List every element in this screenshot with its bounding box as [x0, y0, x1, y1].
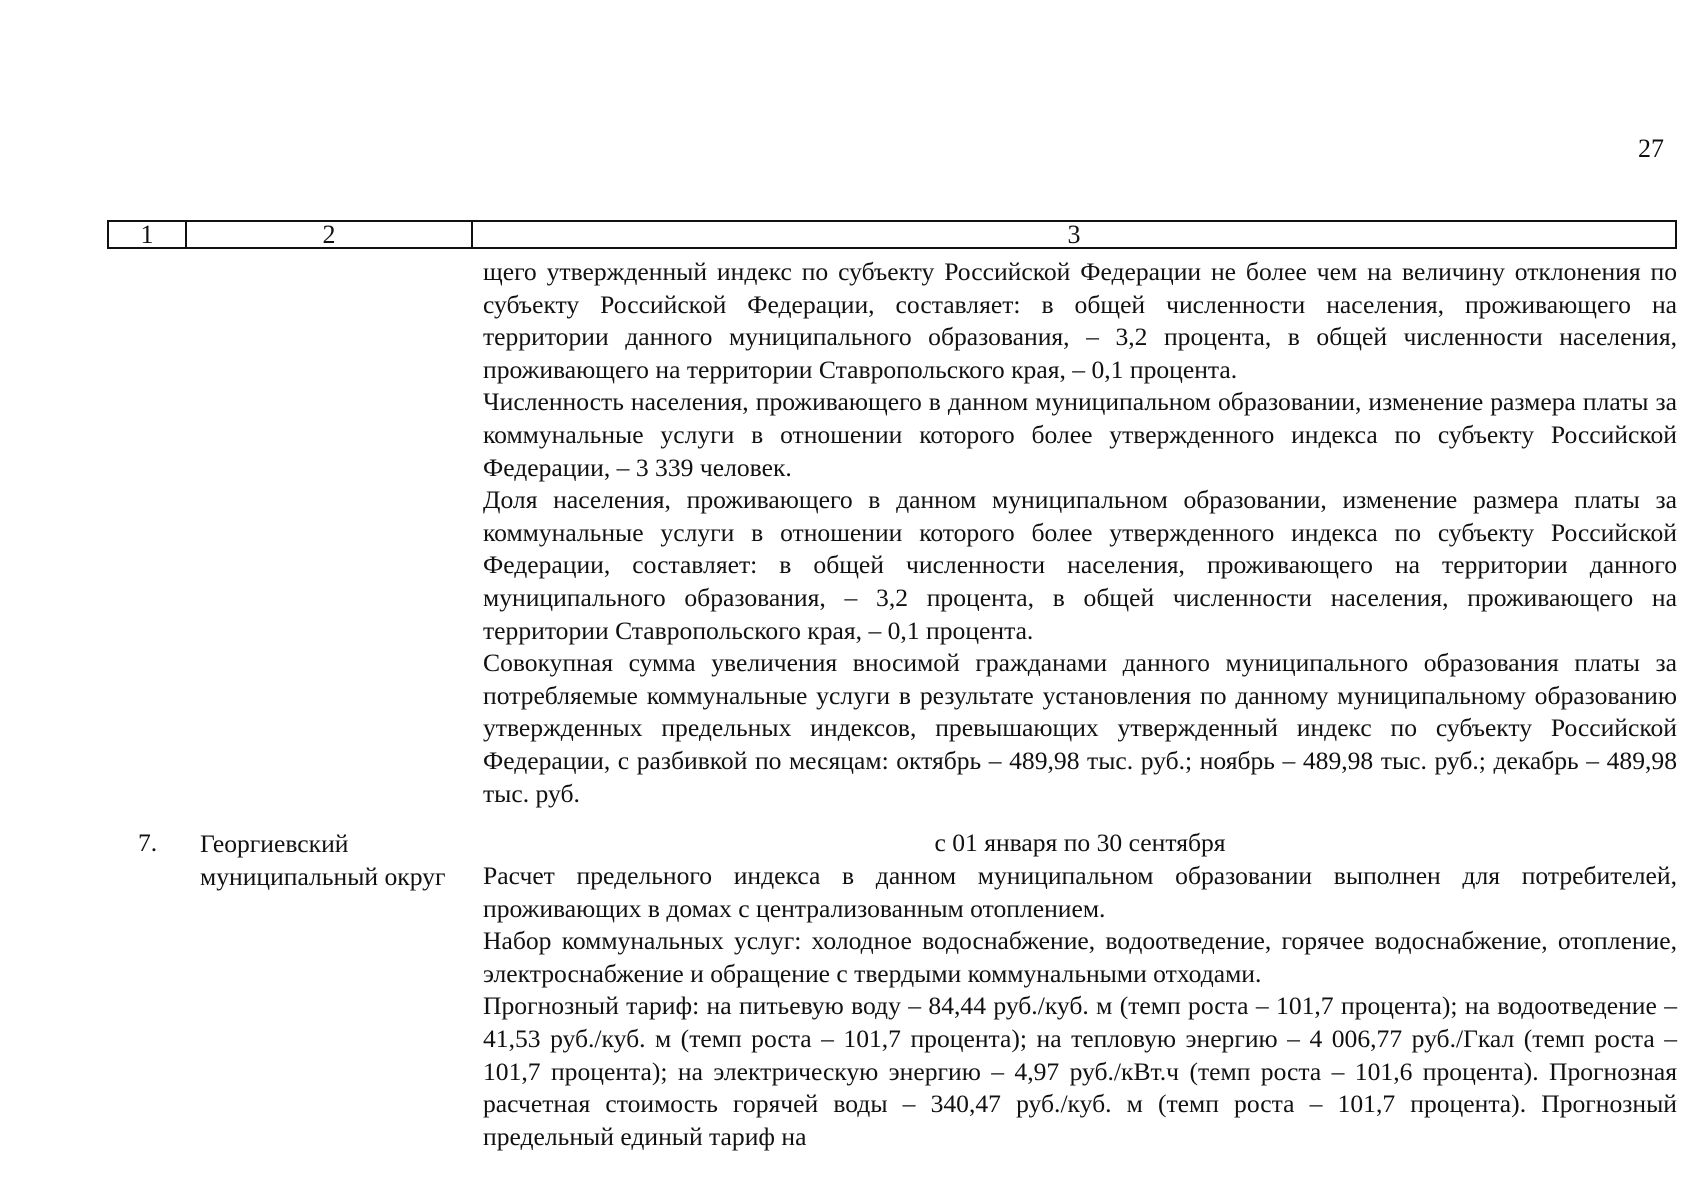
- row-number: 7.: [138, 828, 158, 857]
- header-cell-1: 1: [109, 222, 187, 247]
- paragraph: Расчет предельного индекса в данном муниципальном образовании выполнен для потребителей, проживающих в домах с централизованным отоплением.: [483, 861, 1677, 923]
- municipality-name: Георгиевский муниципальный округ: [200, 829, 446, 891]
- header-cell-2: 2: [187, 222, 473, 247]
- row7-text: [483, 860, 1677, 1153]
- paragraph: Доля населения, проживающего в данном муниципальном образовании, изменение размера платы за коммунальные услуги в отношении которого более утвержденного индекса по субъекту Российской Федерации, составляет: в общей численности населения, проживающего на территории данного муниципального образования, – 3,2 процента, в общей численности населения, проживающего на территории Ставропольского края, – 0,1 процента.: [483, 485, 1677, 645]
- paragraph: Прогнозный тариф: на питьевую воду – 84,44 руб./куб. м (темп роста – 101,7 процента); на водоотведение – 41,53 руб./куб. м (темп роста – 101,7 процента); на тепловую энергию – 4 006,77 руб./Гкал (темп роста – 101,7 процента); на электрическую энергию – 4,97 руб./кВт.ч (темп роста – 101,6 процента). Прогнозная расчетная стоимость горячей воды – 340,47 руб./куб. м (темп роста – 101,7 процента). Прогнозный предельный единый тариф на: [483, 991, 1677, 1151]
- continuation-text: [483, 256, 1677, 810]
- period-heading: с 01 января по 30 сентября: [934, 828, 1226, 857]
- paragraph: щего утвержденный индекс по субъекту Российской Федерации не более чем на величину отклонения по субъекту Российской Федерации, составляет: в общей численности населения, проживающего на территории данного муниципального образования, – 3,2 процента, в общей численности населения, проживающего на территории Ставропольского края, – 0,1 процента.: [483, 257, 1677, 384]
- table-header-row: [107, 220, 1677, 249]
- header-cell-3: 3: [1067, 220, 1081, 249]
- paragraph: Совокупная сумма увеличения вносимой гражданами данного муниципального образования платы за потребляемые коммунальные услуги в результате установления по данному муниципальному образованию утвержденных предельных индексов, превышающих утвержденный индекс по субъекту Российской Федерации, с разбивкой по месяцам: октябрь – 489,98 тыс. руб.; ноябрь – 489,98 тыс. руб.; декабрь – 489,98 тыс. руб.: [483, 648, 1677, 808]
- paragraph: Численность населения, проживающего в данном муниципальном образовании, изменение размера платы за коммунальные услуги в отношении которого более утвержденного индекса по субъекту Российской Федерации, – 3 339 человек.: [483, 387, 1677, 482]
- page-number: 27: [1638, 134, 1664, 163]
- paragraph: Набор коммунальных услуг: холодное водоснабжение, водоотведение, горячее водоснабжение, отопление, электроснабжение и обращение с твердыми коммунальными отходами.: [483, 926, 1677, 988]
